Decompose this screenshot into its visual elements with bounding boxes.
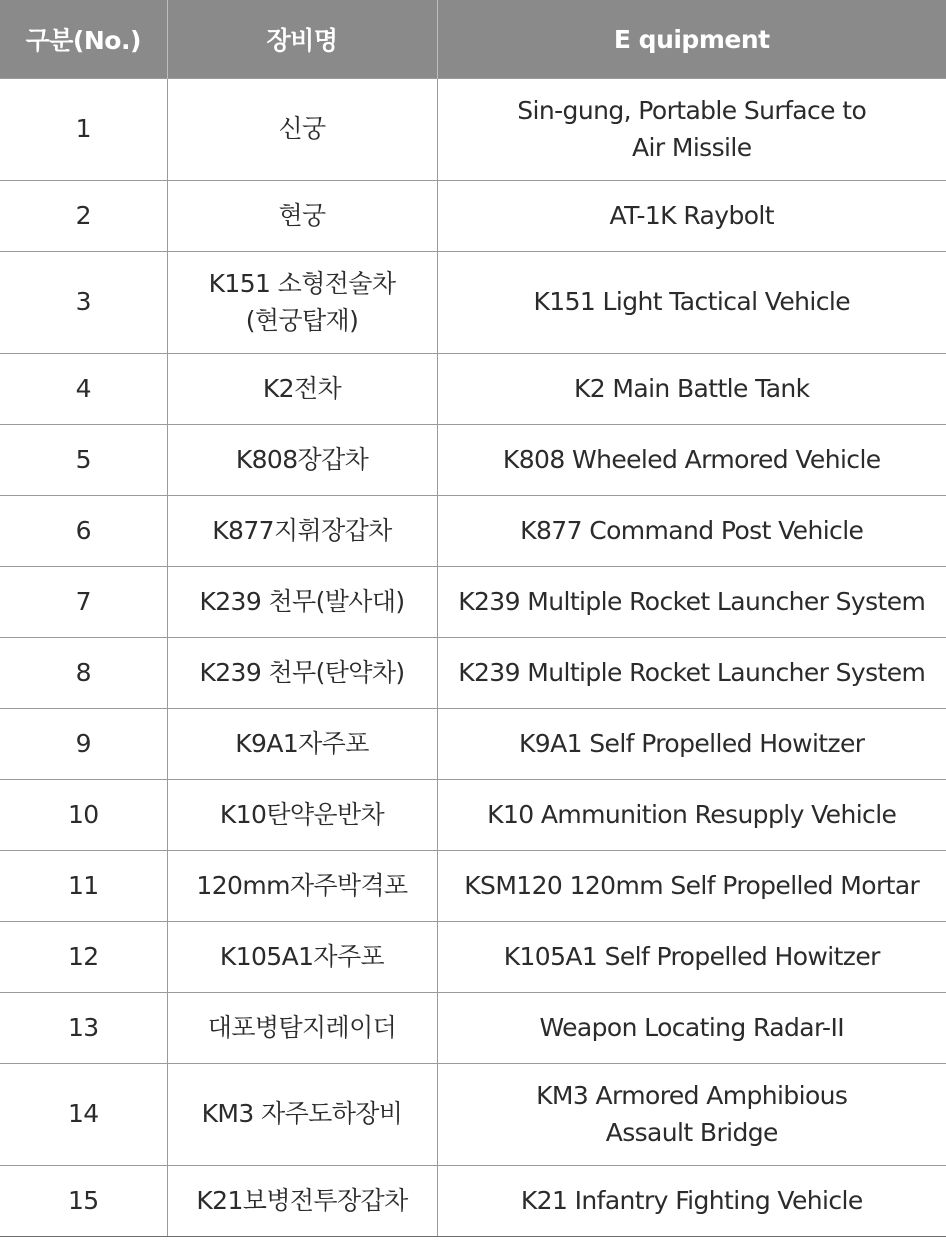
cell-no: 4 [0,354,167,425]
cell-equipment: K2 Main Battle Tank [437,354,946,425]
cell-equipment: AT-1K Raybolt [437,181,946,252]
table-row [0,993,946,1064]
header-row [0,0,946,79]
cell-name: 120mm자주박격포 [167,851,437,922]
cell-no: 15 [0,1166,167,1237]
cell-no: 7 [0,567,167,638]
table-header [0,0,946,79]
cell-name: K10탄약운반차 [167,780,437,851]
cell-no: 3 [0,252,167,354]
table-row [0,425,946,496]
table-row [0,851,946,922]
cell-name: K239 천무(탄약차) [167,638,437,709]
cell-name: KM3 자주도하장비 [167,1064,437,1166]
header-name: 장비명 [167,0,437,79]
cell-name: 신궁 [167,79,437,181]
table-body [0,79,946,1237]
cell-name: K21보병전투장갑차 [167,1166,437,1237]
cell-equipment: Sin-gung, Portable Surface to Air Missile [437,79,946,181]
cell-equipment: Weapon Locating Radar-II [437,993,946,1064]
cell-equipment: K10 Ammunition Resupply Vehicle [437,780,946,851]
cell-no: 11 [0,851,167,922]
header-equipment: E quipment [437,0,946,79]
cell-equipment: K105A1 Self Propelled Howitzer [437,922,946,993]
cell-equipment: K21 Infantry Fighting Vehicle [437,1166,946,1237]
cell-equipment: K808 Wheeled Armored Vehicle [437,425,946,496]
cell-equipment: K239 Multiple Rocket Launcher System [437,567,946,638]
cell-name: 대포병탐지레이더 [167,993,437,1064]
table-row [0,79,946,181]
table-row [0,181,946,252]
cell-no: 12 [0,922,167,993]
cell-name: K877지휘장갑차 [167,496,437,567]
cell-no: 13 [0,993,167,1064]
table-row [0,252,946,354]
cell-no: 8 [0,638,167,709]
table-row [0,567,946,638]
table-row [0,1064,946,1166]
table-row [0,1166,946,1237]
cell-name: K105A1자주포 [167,922,437,993]
cell-name: K239 천무(발사대) [167,567,437,638]
cell-equipment: K239 Multiple Rocket Launcher System [437,638,946,709]
cell-no: 9 [0,709,167,780]
cell-no: 14 [0,1064,167,1166]
table-row [0,780,946,851]
cell-equipment: K877 Command Post Vehicle [437,496,946,567]
cell-no: 1 [0,79,167,181]
header-no: 구분(No.) [0,0,167,79]
cell-name: K9A1자주포 [167,709,437,780]
cell-name: K808장갑차 [167,425,437,496]
cell-no: 2 [0,181,167,252]
cell-equipment: K151 Light Tactical Vehicle [437,252,946,354]
cell-equipment: K9A1 Self Propelled Howitzer [437,709,946,780]
cell-name: K151 소형전술차 (현궁탑재) [167,252,437,354]
cell-equipment: KSM120 120mm Self Propelled Mortar [437,851,946,922]
table-row [0,354,946,425]
cell-no: 5 [0,425,167,496]
cell-no: 6 [0,496,167,567]
table-row [0,709,946,780]
table-row [0,922,946,993]
cell-no: 10 [0,780,167,851]
table-row [0,496,946,567]
table-row [0,638,946,709]
cell-equipment: KM3 Armored Amphibious Assault Bridge [437,1064,946,1166]
cell-name: K2전차 [167,354,437,425]
cell-name: 현궁 [167,181,437,252]
